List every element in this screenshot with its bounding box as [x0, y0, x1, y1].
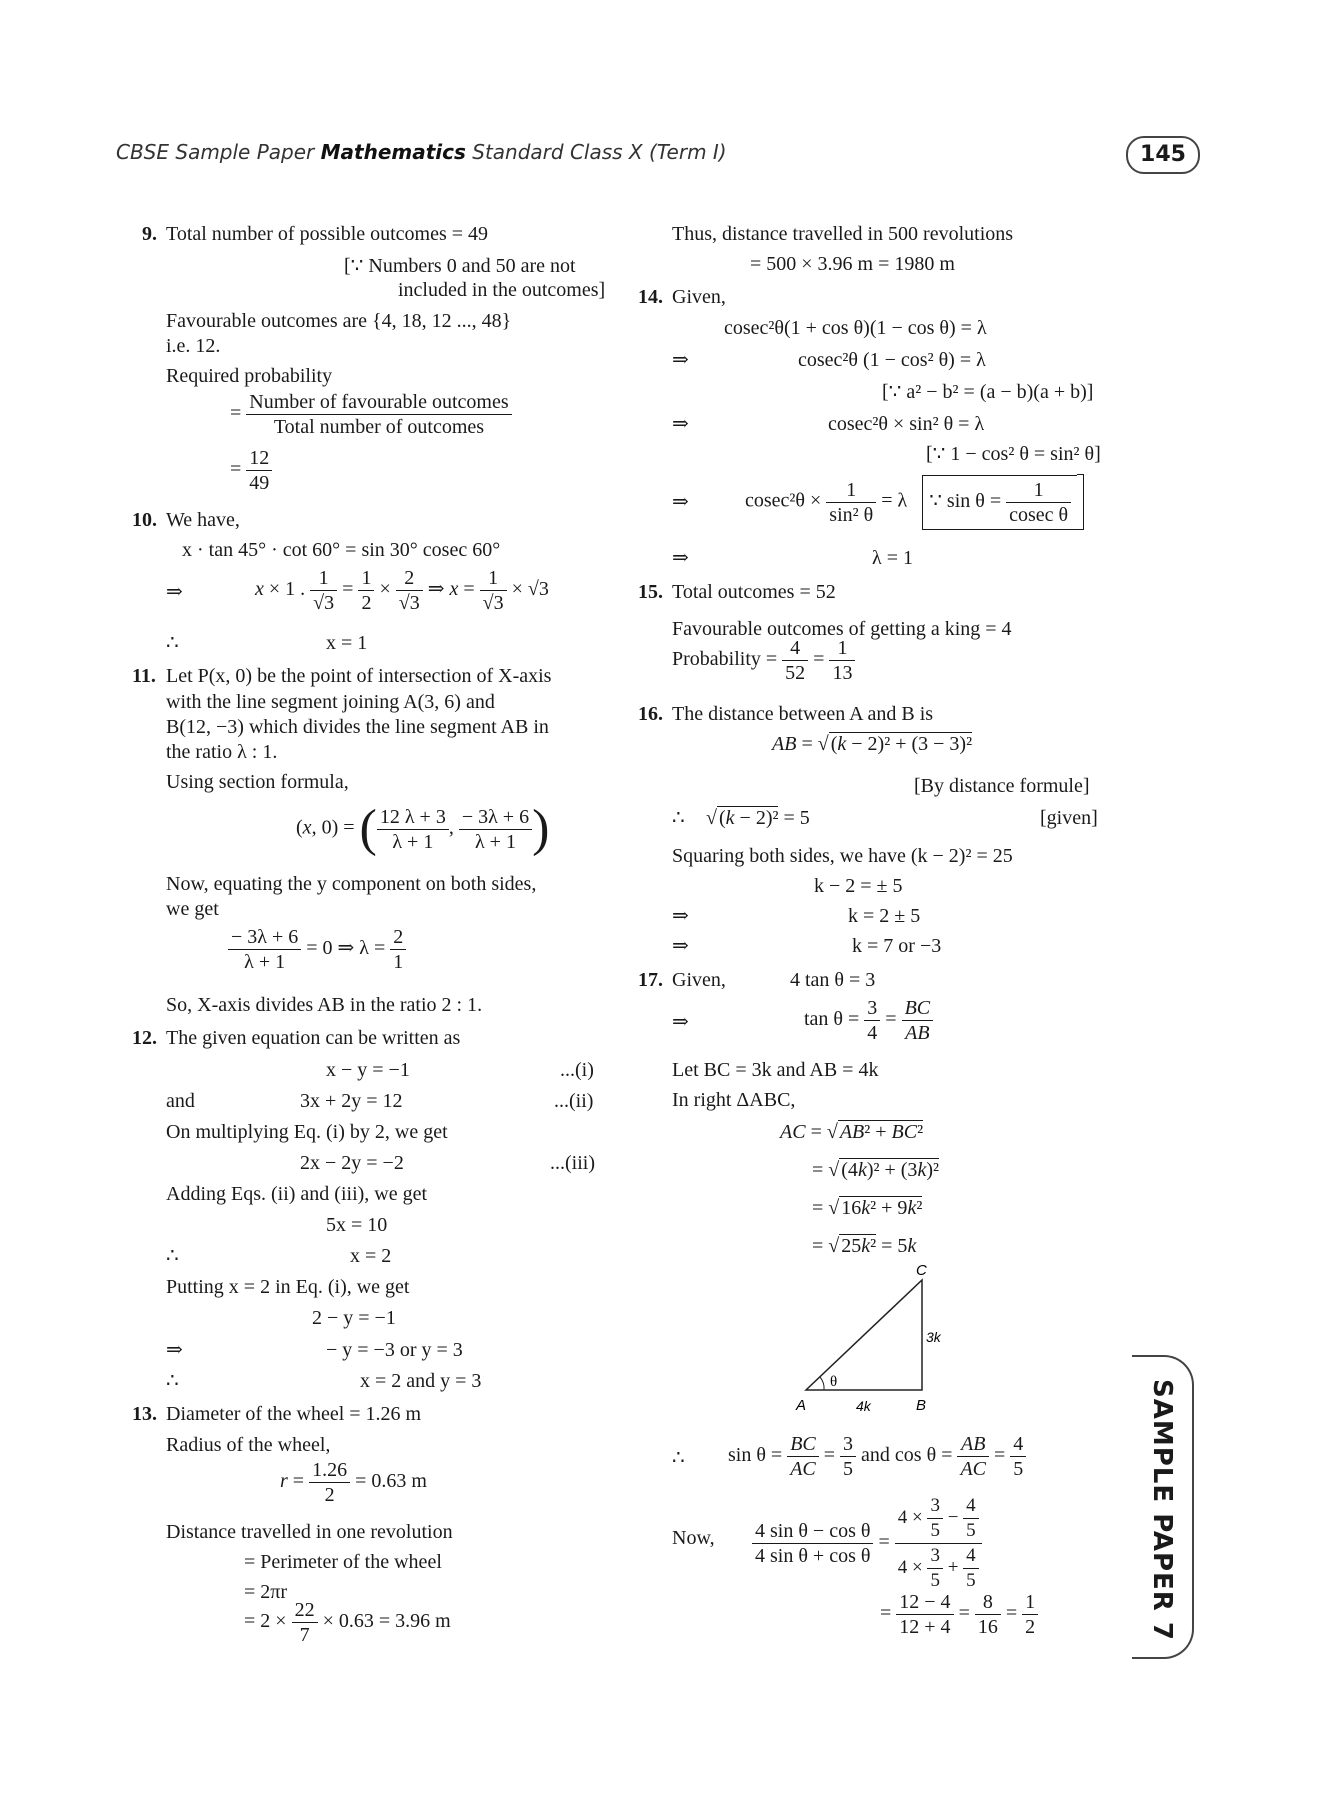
q16-number: 16. [638, 703, 663, 725]
q17-line: Let BC = 3k and AB = 4k [672, 1059, 879, 1081]
q14-number: 14. [638, 286, 663, 308]
q11-line: the ratio λ : 1. [166, 741, 278, 763]
triangle-vertex-b: B [916, 1397, 927, 1414]
header-prefix: CBSE Sample Paper [116, 140, 315, 164]
q17-line: Given, [672, 969, 726, 991]
running-header [116, 140, 727, 164]
triangle-shape [806, 1280, 922, 1390]
q12-ref: ...(i) [560, 1059, 594, 1081]
q11-section-formula: (x, 0) = ( $\frac{12 \lambda + 3}{\lambda + 1}$ , $\frac{- 3\lambda + 6}{\lambda + 1}$ ) [296, 800, 550, 857]
q9-line: Total number of possible outcomes = 49 [166, 223, 489, 245]
q15-number: 15. [638, 581, 663, 603]
q16-reason: [By distance formule] [914, 775, 1090, 797]
implies-symbol: ⇒ [672, 491, 689, 513]
header-subject: Mathematics [320, 140, 466, 164]
q16-equation: k = 7 or −3 [852, 935, 942, 957]
q17-line: Now, [672, 1527, 715, 1549]
q13-perimeter: = 2 × $\frac{22}{7}$ × 0.63 = 3.96 m [244, 1599, 451, 1646]
q14-equation: λ = 1 [872, 547, 913, 569]
q11-line: B(12, −3) which divides the line segment AB in [166, 716, 549, 738]
triangle-side-ab: 4k [856, 1398, 871, 1414]
q9-result: = $\frac{12}{49}$ [230, 446, 272, 495]
triangle-vertex-c: C [916, 1262, 927, 1279]
q10-equation: x × 1 . $\frac{1}{√3}$ = $\frac{1}{2}$ × $\frac{2}{√3}$ ⇒ x = $\frac{1}{√3}$ × √3 [255, 567, 549, 614]
q12-line: and [166, 1090, 195, 1112]
q16-reason: [given] [1040, 807, 1098, 829]
q16-equation: k = 2 ± 5 [848, 905, 921, 927]
q12-equation: − y = −3 or y = 3 [326, 1339, 463, 1361]
q12-equation: x = 2 [350, 1245, 392, 1267]
q9-probability-fraction: = $\frac{\text{Number of favourable outcomes}}{\text{Total number of outcomes}}$ [230, 390, 512, 439]
angle-arc [820, 1377, 824, 1390]
q14-line: Given, [672, 286, 726, 308]
implies-symbol: ⇒ [672, 349, 689, 371]
q11-line: Using section formula, [166, 771, 349, 793]
implies-symbol: ⇒ [672, 905, 689, 927]
q12-equation: 2x − 2y = −2 [300, 1152, 404, 1174]
q13-line: = 2πr [244, 1581, 288, 1603]
q13-line: Thus, distance travelled in 500 revolutions [672, 223, 1014, 245]
q12-line: The given equation can be written as [166, 1027, 461, 1049]
q13-number: 13. [132, 1403, 157, 1425]
q11-line: Let P(x, 0) be the point of intersection of X-axis [166, 665, 552, 687]
q14-reason: [∵ 1 − cos² θ = sin² θ] [926, 443, 1101, 465]
side-tab [1140, 1370, 1184, 1650]
q9-line: Required probability [166, 365, 333, 387]
q11-line: Now, equating the y component on both sides, [166, 873, 537, 895]
q14-equation: cosec²θ × sin² θ = λ [828, 413, 985, 435]
q17-equation: 4 tan θ = 3 [790, 969, 876, 991]
q17-sin-cos: sin θ = $\frac{BC}{AC}$ = $\frac{3}{5}$ and cos θ = $\frac{AB}{AC}$ = $\frac{4}{5}$ [728, 1432, 1026, 1481]
triangle-angle: θ [830, 1374, 838, 1390]
q10-line: We have, [166, 509, 240, 531]
q13-line: = 500 × 3.96 m = 1980 m [750, 253, 955, 275]
q11-equation: $\frac{- 3\lambda + 6}{\lambda + 1}$ = 0 ⇒ λ = $\frac{2}{1}$ [228, 925, 406, 974]
q16-equation: k − 2 = ± 5 [814, 875, 903, 897]
q10-line: x · tan 45° · cot 60° = sin 30° cosec 60° [182, 539, 501, 561]
q12-equation: x − y = −1 [326, 1059, 410, 1081]
q17-line: In right ΔABC, [672, 1089, 796, 1111]
implies-symbol: ⇒ [672, 935, 689, 957]
q15-line: Total outcomes = 52 [672, 581, 836, 603]
q15-line: Favourable outcomes of getting a king = 4 [672, 618, 1012, 640]
q12-equation: x = 2 and y = 3 [360, 1370, 482, 1392]
right-triangle-diagram [780, 1260, 960, 1420]
q9-line: i.e. 12. [166, 335, 221, 357]
q14-equation: cosec²θ(1 + cos θ)(1 − cos θ) = λ [724, 317, 987, 339]
q17-ac: = √ 16k² + 9k² [812, 1197, 923, 1219]
therefore-symbol: ∴ [166, 632, 179, 654]
implies-symbol: ⇒ [672, 1011, 689, 1033]
q12-ref: ...(iii) [550, 1152, 595, 1174]
q17-result: = $\frac{12 - 4}{12 + 4}$ = $\frac{8}{16}$ = $\frac{1}{2}$ [880, 1590, 1038, 1639]
q13-line: Distance travelled in one revolution [166, 1521, 453, 1543]
therefore-symbol: ∴ [166, 1245, 179, 1267]
q10-line: x = 1 [326, 632, 368, 654]
header-suffix: Standard Class X (Term I) [472, 140, 727, 164]
q9-number: 9. [142, 223, 157, 245]
page-number: 145 [1126, 136, 1200, 174]
q17-tan: tan θ = $\frac{3}{4}$ = $\frac{BC}{AB}$ [804, 996, 933, 1045]
q13-radius: r = $\frac{1.26}{2}$ = 0.63 m [280, 1459, 427, 1506]
q14-equation: cosec²θ (1 − cos² θ) = λ [798, 349, 986, 371]
q13-line: = Perimeter of the wheel [244, 1551, 442, 1573]
q14-equation-4: cosec²θ × $\frac{1}{\text{sin² θ}}$ = λ ∵ sin θ = $\frac{1}{\text{cosec θ}}$ [745, 474, 1084, 530]
q17-number: 17. [638, 969, 663, 991]
q11-line: we get [166, 898, 219, 920]
q16-given-eq: √ (k − 2)² = 5 [706, 807, 810, 829]
q12-number: 12. [132, 1027, 157, 1049]
q15-probability: Probability = $\frac{4}{52}$ = $\frac{1}{13}$ [672, 636, 855, 685]
q16-line: Squaring both sides, we have (k − 2)² = 25 [672, 845, 1013, 867]
q17-ac: = √ 25k² = 5k [812, 1235, 917, 1257]
q9-line: included in the outcomes] [398, 279, 606, 301]
side-tab-label: SAMPLE PAPER 7 [1147, 1379, 1177, 1641]
implies-symbol: ⇒ [166, 581, 183, 603]
therefore-symbol: ∴ [672, 1447, 685, 1469]
q12-line: Adding Eqs. (ii) and (iii), we get [166, 1183, 428, 1205]
therefore-symbol: ∴ [166, 1370, 179, 1392]
triangle-vertex-a: A [796, 1397, 807, 1414]
q13-line: Radius of the wheel, [166, 1434, 331, 1456]
implies-symbol: ⇒ [672, 413, 689, 435]
q12-line: Putting x = 2 in Eq. (i), we get [166, 1276, 410, 1298]
q12-equation: 2 − y = −1 [312, 1307, 396, 1329]
implies-symbol: ⇒ [672, 547, 689, 569]
q11-line: So, X-axis divides AB in the ratio 2 : 1. [166, 994, 483, 1016]
q10-number: 10. [132, 509, 157, 531]
q16-line: The distance between A and B is [672, 703, 934, 725]
q12-equation: 5x = 10 [326, 1214, 388, 1236]
triangle-side-bc: 3k [926, 1329, 941, 1345]
q16-distance: AB = √ (k − 2)² + (3 − 3)² [772, 733, 973, 755]
therefore-symbol: ∴ [672, 807, 685, 829]
q13-line: Diameter of the wheel = 1.26 m [166, 1403, 422, 1425]
q12-line: On multiplying Eq. (i) by 2, we get [166, 1121, 448, 1143]
q17-ac: = √ (4k)² + (3k)² [812, 1159, 939, 1181]
q17-expression: $\frac{\text{4 sin θ − cos θ}}{\text{4 sin θ + cos θ}}$ = 4 × $\frac{3}{5}$ − $\frac{4}{5}$ 4 × $\frac{3}{5}$ + $\frac{4}{5}$ [752, 1494, 982, 1593]
implies-symbol: ⇒ [166, 1339, 183, 1361]
q12-equation: 3x + 2y = 12 [300, 1090, 403, 1112]
q11-number: 11. [132, 665, 156, 687]
q11-line: with the line segment joining A(3, 6) and [166, 691, 495, 713]
q9-line: Favourable outcomes are {4, 18, 12 ..., 48} [166, 310, 512, 332]
q17-ac: AC = √ AB² + BC² [780, 1121, 924, 1143]
q12-ref: ...(ii) [554, 1090, 594, 1112]
q14-reason: [∵ a² − b² = (a − b)(a + b)] [882, 381, 1094, 403]
q9-line: [∵ Numbers 0 and 50 are not [344, 255, 576, 277]
